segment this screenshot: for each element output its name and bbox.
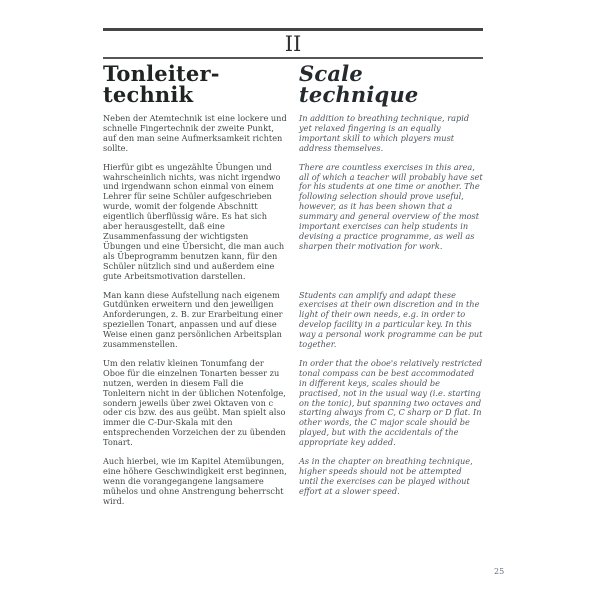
chapter-header xyxy=(103,28,483,59)
english-paragraph-4: In order that the oboe's relatively restricted tonal compass can be best accommodated in different keys, scales should be practised, not in the usual way (i.e. starting on the tonic), but spanning two octaves and starting always from C, C sharp or D flat. In other words, the C major scale should be played, but with the accidentals of the appropriate key added. xyxy=(299,357,483,448)
german-heading xyxy=(103,63,287,105)
chapter-numeral: II xyxy=(284,32,302,56)
german-paragraph-1: Neben der Atemtechnik ist eine lockere und schnelle Fingertechnik der zweite Punkt, auf den man seine Aufmerksamkeit richten sollte. xyxy=(103,113,287,153)
two-column-text xyxy=(103,63,483,507)
page-content-area xyxy=(103,28,483,507)
german-heading-line1: Tonleiter- xyxy=(103,61,220,86)
german-heading-line2: technik xyxy=(103,82,194,107)
header-bottom-rule xyxy=(103,57,483,59)
english-paragraph-1: In addition to breathing technique, rapid yet relaxed fingering is an equally important skill to which players must address themselves. xyxy=(299,113,470,153)
german-paragraph-2: Hierfür gibt es ungezählte Übungen und wahrscheinlich nichts, was nicht irgendwo und irgendwann schon einmal von einem Lehrer für seine Schüler aufgeschrieben wurde, womit der folgende Abschnitt eigentlich überflüssig wäre. Es hat sich aber herausgestellt, daß eine Zusammenfassung der wichtigsten Übungen und eine Übersicht, die man auch als Übeprogramm benutzen kann, für den Schüler nützlich sind und außerdem eine gute Arbeitsmotivation darstellen. xyxy=(103,161,285,281)
english-heading-line1: Scale xyxy=(299,61,363,86)
english-paragraph-5: As in the chapter on breathing technique, higher speeds should not be attempted until the exercises can be played without effort at a slower speed. xyxy=(299,456,473,496)
english-paragraph-3: Students can amplify and adapt these exercises at their own discretion and in the light of their own needs, e.g. in order to develop facility in a particular key. In this way a personal work programme can be put together. xyxy=(299,289,483,350)
german-paragraph-3: Man kann diese Aufstellung nach eigenem Gutdünken erweitern und den jeweiligen Anforderungen, z. B. zur Erarbeitung einer speziellen Tonart, anpassen und auf diese Weise einen ganz persönlichen Arbeitsplan zusammenstellen. xyxy=(103,289,283,350)
english-heading-line2: technique xyxy=(299,82,419,107)
german-paragraph-4: Um den relativ kleinen Tonumfang der Oboe für die einzelnen Tonarten besser zu nutzen, werden in diesem Fall die Tonleitern nicht in der üblichen Notenfolge, sondern jeweils über zwei Oktaven von c oder cis bzw. des aus geübt. Man spielt also immer die C-Dur-Skala mit den entsprechenden Vorzeichen der zu übenden Tonart. xyxy=(103,357,286,448)
english-paragraph-2: There are countless exercises in this area, all of which a teacher will probably have set for his students at one time or another. The following selection should prove useful, however, as it has been shown that a summary and general overview of the most important exercises can help students in devising a practice programme, as well as sharpen their motivation for work. xyxy=(299,161,483,251)
page-number: 25 xyxy=(494,567,505,576)
english-heading xyxy=(299,63,483,105)
german-paragraph-5: Auch hierbei, wie im Kapitel Atemübungen, eine höhere Geschwindigkeit erst beginnen, wenn die vorangegangene langsamere mühelos und ohne Anstrengung beherrscht wird. xyxy=(103,456,287,506)
